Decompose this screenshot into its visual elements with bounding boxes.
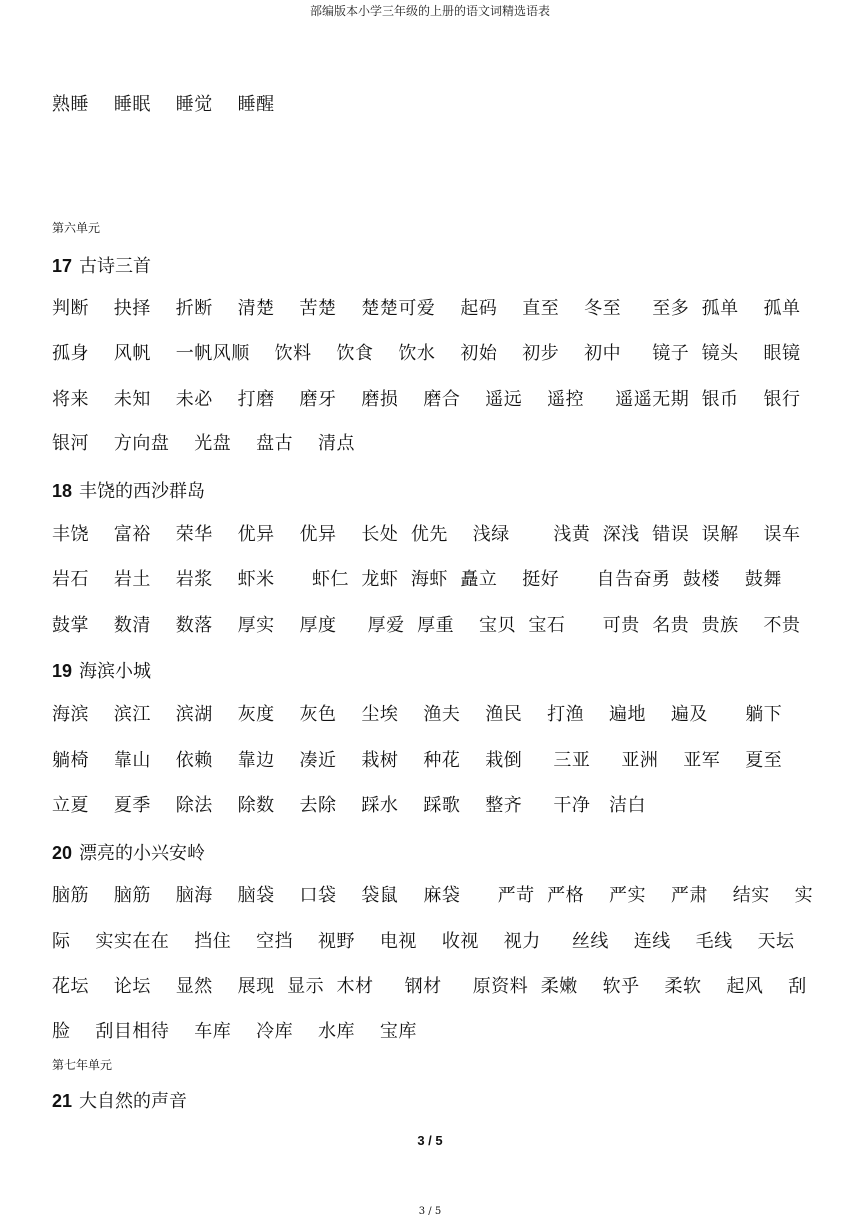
- word-line: 判断 抉择 折断 清楚 苦楚 楚楚可爱 起码 直至 冬至 至多 孤单 孤单: [52, 298, 801, 319]
- lesson-heading: [52, 660, 151, 683]
- word-line: 际 实实在在 挡住 空挡 视野 电视 收视 视力 丝线 连线 毛线 天坛: [52, 931, 795, 952]
- unit-heading: 第七年单元: [52, 1058, 113, 1072]
- lesson-number: 21: [52, 1091, 73, 1111]
- page-number: 3 / 5: [417, 1133, 443, 1148]
- lesson-number: 19: [52, 661, 73, 681]
- word-line: 鼓掌 数清 数落 厚实 厚度 厚爱 厚重 宝贝 宝石 可贵 名贵 贵族 不贵: [52, 615, 801, 636]
- lesson-heading: [52, 1090, 187, 1113]
- word-line: 躺椅 靠山 依赖 靠边 凑近 栽树 种花 栽倒 三亚 亚洲 亚军 夏至: [52, 750, 783, 771]
- word-line: 脑筋 脑筋 脑海 脑袋 口袋 袋鼠 麻袋 严苛 严格 严实 严肃 结实 实: [52, 885, 814, 906]
- word-line: 岩石 岩土 岩浆 虾米 虾仁 龙虾 海虾 矗立 挺好 自告奋勇 鼓楼 鼓舞: [52, 569, 782, 590]
- word-line: 脸 刮目相待 车库 冷库 水库 宝库: [52, 1021, 417, 1042]
- lesson-heading: [52, 255, 151, 278]
- word-line: 孤身 风帆 一帆风顺 饮料 饮食 饮水 初始 初步 初中 镜子 镜头 眼镜: [52, 343, 801, 364]
- lesson-heading: [52, 480, 205, 503]
- word-line: 丰饶 富裕 荣华 优异 优异 长处 优先 浅绿 浅黄 深浅 错误 误解 误车: [52, 524, 801, 545]
- word-line: 海滨 滨江 滨湖 灰度 灰色 尘埃 渔夫 渔民 打渔 遍地 遍及 躺下: [52, 704, 783, 725]
- lesson-number: 18: [52, 481, 73, 501]
- lesson-number: 20: [52, 843, 73, 863]
- word-line: 立夏 夏季 除法 除数 去除 踩水 踩歌 整齐 干净 洁白: [52, 795, 646, 816]
- lesson-title: 漂亮的小兴安岭: [79, 843, 206, 864]
- lesson-title: 丰饶的西沙群岛: [79, 481, 206, 502]
- word-line: 花坛 论坛 显然 展现 显示 木材 钢材 原资料 柔嫩 软乎 柔软 起风 刮: [52, 976, 807, 997]
- lesson-title: 海滨小城: [79, 661, 152, 682]
- word-line: 银河 方向盘 光盘 盘古 清点: [52, 433, 356, 454]
- document-header: 部编版本小学三年级的上册的语文词精选语表: [309, 4, 550, 18]
- lesson-heading: [52, 842, 205, 865]
- lesson-number: 17: [52, 256, 73, 276]
- page-footer: 3 / 5: [418, 1206, 442, 1217]
- lesson-title: 大自然的声音: [79, 1091, 188, 1112]
- lesson-title: 古诗三首: [79, 256, 152, 277]
- word-line: 熟睡 睡眠 睡觉 睡醒: [52, 94, 275, 115]
- unit-heading: 第六单元: [52, 221, 101, 235]
- word-line: 将来 未知 未必 打磨 磨牙 磨损 磨合 遥远 遥控 遥遥无期 银币 银行: [52, 389, 801, 410]
